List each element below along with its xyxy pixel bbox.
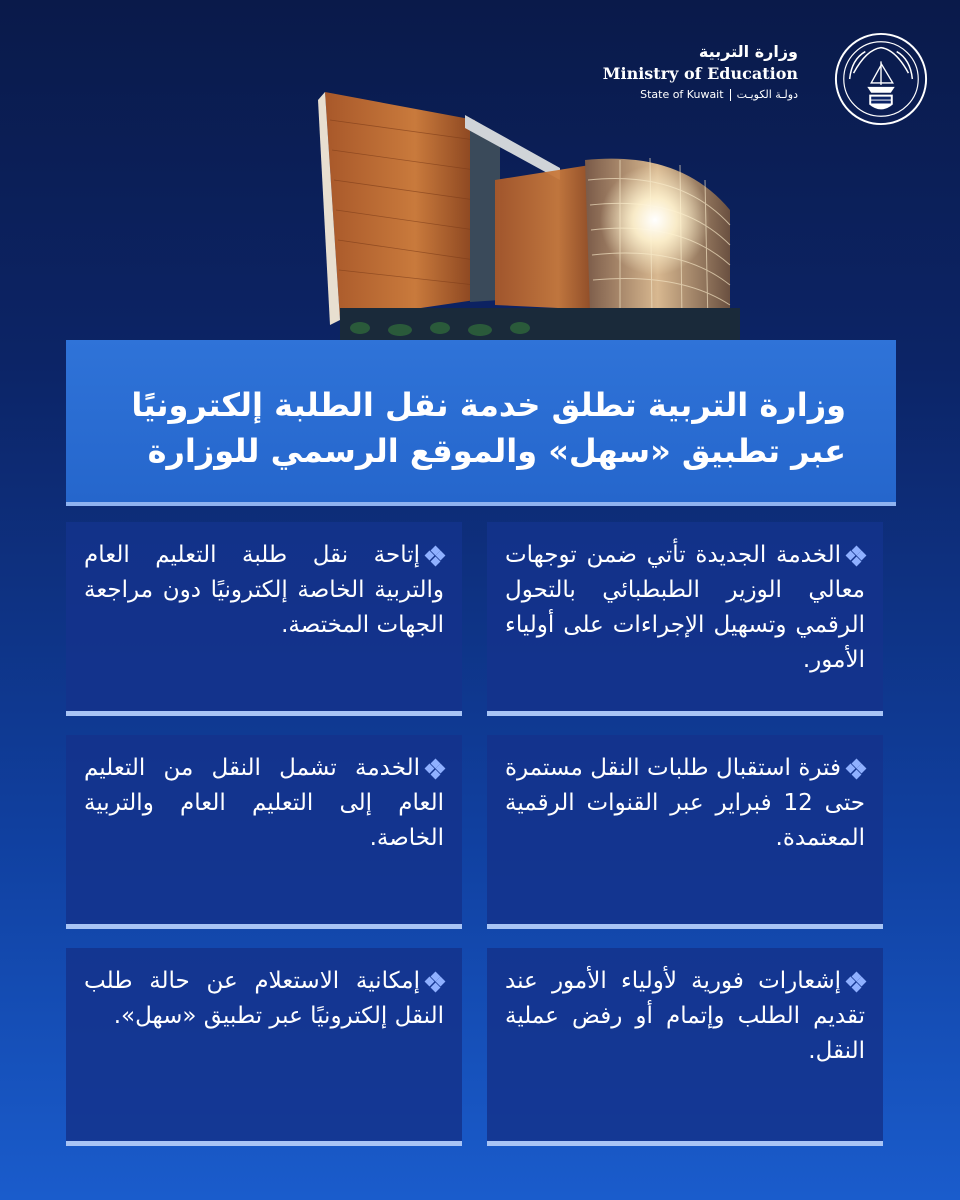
ministry-building-image [300,80,760,342]
info-card-2-body: إتاحة نقل طلبة التعليم العام والتربية الخاصة إلكترونيًا دون مراجعة الجهات المختصة. [84,542,444,638]
info-card-1-body: الخدمة الجديدة تأتي ضمن توجهات معالي الوزير الطبطبائي بالتحول الرقمي وتسهيل الإجراءات على أولياء الأمور. [505,542,865,673]
info-card-3-text [505,751,865,856]
info-card-4-body: الخدمة تشمل النقل من التعليم العام إلى التعليم العام والتربية الخاصة. [84,755,444,851]
info-card-6-text [84,964,444,1034]
info-card-6 [66,948,462,1146]
state-name-arabic: دولـة الكويـت [736,88,798,101]
info-card-3-body: فترة استقبال طلبات النقل مستمرة حتى 12 فبراير عبر القنوات الرقمية المعتمدة. [505,755,865,851]
info-card-2-text [84,538,444,643]
headline-box [66,340,896,506]
info-card-6-body: إمكانية الاستعلام عن حالة طلب النقل إلكترونيًا عبر تطبيق «سهل». [84,968,444,1029]
ministry-name-arabic: وزارة التربية [698,42,798,61]
kuwait-emblem-icon [832,30,930,128]
diamond-bullet-icon [847,547,865,565]
info-card-1-text [505,538,865,678]
info-card-2 [66,522,462,716]
info-card-5 [487,948,883,1146]
info-card-5-body: إشعارات فورية لأولياء الأمور عند تقديم الطلب وإتمام أو رفض عملية النقل. [505,968,865,1064]
info-card-3 [487,735,883,929]
ministry-name-english: Ministry of Education [602,64,798,83]
diamond-bullet-icon [426,760,444,778]
info-card-5-text [505,964,865,1069]
diamond-bullet-icon [847,973,865,991]
diamond-bullet-icon [426,973,444,991]
diamond-bullet-icon [426,547,444,565]
headline-title: وزارة التربية تطلق خدمة نقل الطلبة إلكترونيًا عبر تطبيق «سهل» والموقع الرسمي للوزارة [131,386,846,470]
diamond-bullet-icon [847,760,865,778]
info-card-4 [66,735,462,929]
info-card-4-text [84,751,444,856]
info-card-1 [487,522,883,716]
state-name-english: State of Kuwait [640,88,724,101]
